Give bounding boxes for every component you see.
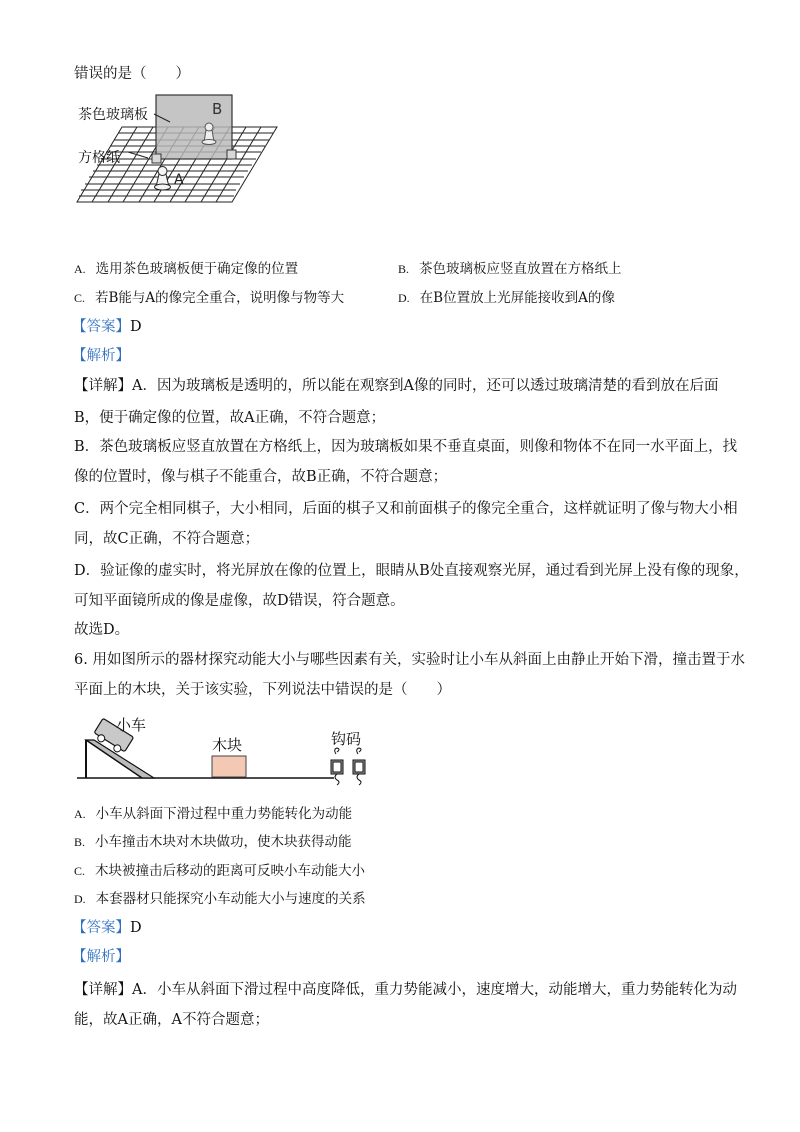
q6-figure-incline bbox=[72, 712, 372, 794]
q6-option-d: D. 本套器材只能探究小车动能大小与速度的关系 bbox=[74, 891, 366, 907]
label-b: B bbox=[212, 100, 223, 118]
q6-option-a: A. 小车从斜面下滑过程中重力势能转化为动能 bbox=[74, 806, 353, 822]
label-a: A bbox=[174, 172, 184, 188]
q5-figure-mirror bbox=[70, 92, 285, 207]
q6-analysis-label: 【解析】 bbox=[72, 949, 130, 965]
q5-option-d: D. 在B位置放上光屏能接收到A的像 bbox=[398, 290, 615, 306]
q6-option-c: C. 木块被撞击后移动的距离可反映小车动能大小 bbox=[74, 863, 366, 879]
q5-explain-line: D．验证像的虚实时，将光屏放在像的位置上，眼睛从B处直接观察光屏，通过看到光屏上没有像的现象， bbox=[74, 563, 749, 579]
q5-explain-line: 同，故C正确，不符合题意； bbox=[74, 531, 260, 547]
q6-explain-line: 【详解】A．小车从斜面下滑过程中高度降低，重力势能减小，速度增大，动能增大，重力势能转化为动 bbox=[74, 982, 737, 998]
label-glass-plate: 茶色玻璃板 bbox=[78, 107, 148, 123]
q5-stem-tail: 错误的是（ ） bbox=[74, 66, 190, 82]
q5-explain-line: 故选D。 bbox=[74, 622, 130, 638]
q5-analysis-label: 【解析】 bbox=[72, 348, 130, 364]
q6-option-b: B. 小车撞击木块对木块做功，使木块获得动能 bbox=[74, 834, 352, 850]
q5-option-c: C. 若B能与A的像完全重合，说明像与物等大 bbox=[74, 290, 345, 306]
q5-answer: 【答案】D bbox=[72, 319, 142, 335]
q6-explain-line: 能，故A正确，A不符合题意； bbox=[74, 1012, 269, 1028]
q6-stem-line: 6. 用如图所示的器材探究动能大小与哪些因素有关，实验时让小车从斜面上由静止开始下滑，撞击置于水 bbox=[74, 652, 745, 668]
q5-option-a: A. 选用茶色玻璃板便于确定像的位置 bbox=[74, 261, 299, 277]
q5-explain-line: C．两个完全相同棋子，大小相同，后面的棋子又和前面棋子的像完全重合，这样就证明了像与物大小相 bbox=[74, 501, 738, 517]
q5-explain-line: B，便于确定像的位置，故A正确，不符合题意； bbox=[74, 410, 386, 426]
label-weights: 钩码 bbox=[331, 730, 362, 748]
label-grid-paper: 方格纸 bbox=[78, 150, 120, 166]
q5-option-b: B. 茶色玻璃板应竖直放置在方格纸上 bbox=[398, 261, 622, 277]
q6-answer: 【答案】D bbox=[72, 920, 142, 936]
q5-explain-line: 可知平面镜所成的像是虚像，故D错误，符合题意。 bbox=[74, 593, 405, 609]
q5-explain-line: 像的位置时，像与棋子不能重合，故B正确，不符合题意； bbox=[74, 469, 448, 485]
q5-explain-line: 【详解】A．因为玻璃板是透明的，所以能在观察到A像的同时，还可以透过玻璃清楚的看到放在后面 bbox=[74, 378, 719, 394]
label-block: 木块 bbox=[212, 736, 243, 754]
q5-explain-line: B．茶色玻璃板应竖直放置在方格纸上，因为玻璃板如果不垂直桌面，则像和物体不在同一水平面上，找 bbox=[74, 439, 738, 455]
label-car: 小车 bbox=[116, 716, 147, 734]
q6-stem-line: 平面上的木块，关于该实验，下列说法中错误的是（ ） bbox=[74, 682, 451, 698]
